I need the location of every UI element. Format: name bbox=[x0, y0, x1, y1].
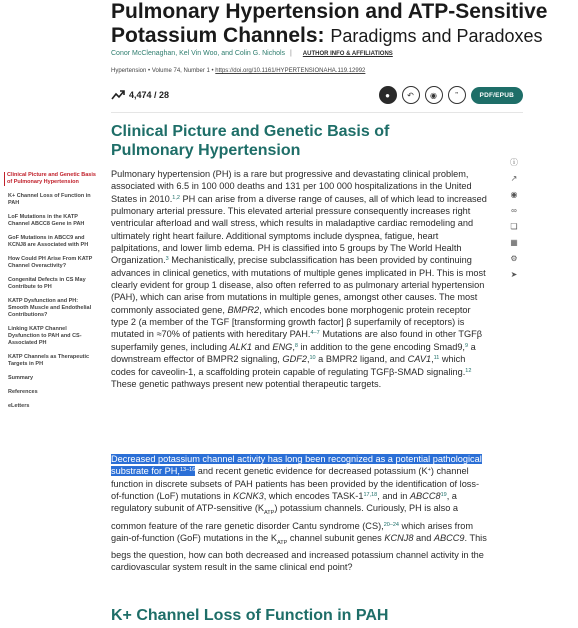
toc-item[interactable]: References bbox=[8, 389, 38, 395]
toc-item[interactable]: Clinical Picture and Genetic Basis of Pulmonary Hypertension bbox=[4, 172, 96, 186]
doi-link[interactable]: https://doi.org/10.1161/HYPERTENSIONAHA.119.12992 bbox=[215, 68, 366, 74]
toc-item[interactable]: KATP Dysfunction and PH: Smooth Muscle and Endothelial Contributions? bbox=[8, 298, 92, 318]
toc-item[interactable]: Linking KATP Channel Dysfunction to PAH and CS-Associated PH bbox=[8, 326, 82, 346]
author-info-link[interactable]: AUTHOR INFO & AFFILIATIONS bbox=[302, 51, 393, 57]
title-main: Pulmonary Hypertension and ATP-Sensitive Potassium Channels: bbox=[111, 0, 548, 47]
highlighted-text[interactable]: Decreased potassium channel activity has long been recognized as a potential pathological substrate for PH,$^{13-16}$ bbox=[111, 454, 482, 477]
author-line: Conor McClenaghan, Kel Vin Woo, and Colin G. Nichols | AUTHOR INFO & AFFILIATIONS bbox=[111, 50, 393, 57]
toc-item[interactable]: GoF Mutations in ABCC9 and KCNJ8 are Associated with PH bbox=[8, 235, 89, 248]
bookmark-icon[interactable]: ◉ bbox=[425, 86, 443, 104]
cite-icon[interactable]: ” bbox=[448, 86, 466, 104]
author-names[interactable]: Conor McClenaghan, Kel Vin Woo, and Colin G. Nichols bbox=[111, 50, 286, 57]
header-divider bbox=[111, 112, 523, 113]
metrics-count: 4,474 / 28 bbox=[129, 90, 170, 100]
article-actions bbox=[379, 86, 523, 104]
title-subtitle: Paradigms and Paradoxes bbox=[330, 26, 543, 46]
body-paragraph: Decreased potassium channel activity has long been recognized as a potential pathological substrate for PH,$^{13-16}$ and recent genetic evidence for decreased potassium (K+) channel function in discrete subsets of PAH patients has been provided by the identification of loss-of-function (LoF) mutations in KCNK3, which encodes TASK-1$^{17,18}$, and in $ABCC8^{19}$, a regulatory subunit of ATP-sensitive $(K_{ATP})$ potassium channels. Curiously, PH is also a common feature of the rare genetic disorder Cantu syndrome (CS),$^{20-24}$ which arises from gain-of-function (GoF) mutations in the $K_{ATP}$ channel subunit genes KCNJ8 and ABCC9. This begs the question, how can both decreased and increased potassium channel activity in the cardiovascular system result in the same clinical end point? bbox=[111, 454, 487, 573]
link-icon[interactable]: ∞ bbox=[511, 206, 517, 215]
article-metrics[interactable] bbox=[111, 90, 169, 100]
right-toolbar bbox=[508, 158, 520, 280]
copy-icon[interactable]: ❏ bbox=[510, 222, 518, 231]
share-icon[interactable]: ↶ bbox=[402, 86, 420, 104]
section-heading: Clinical Picture and Genetic Basis of Pulmonary Hypertension bbox=[111, 123, 390, 159]
toc-item[interactable]: How Could PH Arise From KATP Channel Overactivity? bbox=[8, 256, 93, 269]
info-icon[interactable]: ⓘ bbox=[510, 158, 518, 167]
toc-item[interactable]: K+ Channel Loss of Function in PAH bbox=[8, 193, 91, 206]
toc-item[interactable]: KATP Channels as Therapeutic Targets in PH bbox=[8, 354, 90, 367]
toc-item[interactable]: LoF Mutations in the KATP Channel ABCC8 Gene in PAH bbox=[8, 214, 85, 227]
trend-icon[interactable]: ↗ bbox=[510, 174, 518, 183]
volume-info: Volume 74, Number 1 bbox=[151, 68, 210, 74]
bell-icon[interactable]: ● bbox=[379, 86, 397, 104]
table-of-contents bbox=[8, 172, 96, 417]
toc-item[interactable]: Summary bbox=[8, 375, 34, 381]
trend-up-icon bbox=[111, 90, 125, 100]
pdf-epub-button[interactable]: PDF/EPUB bbox=[471, 87, 523, 104]
journal-name: Hypertension bbox=[111, 68, 147, 74]
eye-icon[interactable]: ◉ bbox=[510, 190, 518, 199]
citation-line: Hypertension • Volume 74, Number 1 • https://doi.org/10.1161/HYPERTENSIONAHA.119.12992 bbox=[111, 68, 366, 74]
toc-item[interactable]: Congenital Defects in CS May Contribute to PH bbox=[8, 277, 86, 290]
section-heading: K+ Channel Loss of Function in PAH bbox=[111, 607, 389, 624]
table-icon[interactable]: ▦ bbox=[510, 238, 518, 247]
share-icon[interactable]: ➤ bbox=[510, 270, 518, 279]
body-paragraph: Pulmonary hypertension (PH) is a rare but progressive and devastating clinical problem, associated with 6.5 in 100 000 deaths and 131 per 100 000 hospitalizations in the United States in 2010.$^{1,2}$ PH can arise from a diverse range of causes, all of which lead to increased pulmonary arterial pressure. This elevated arterial pressure consequently increases right ventricular afterload and wall stress, which results in maladaptive cardiac remodeling and ultimately right heart failure. Additional symptoms include dyspnea, fatigue, heart palpitations, and lower limb edema. PH is classified into 5 groups by The World Health Organization.$^3$ Mechanistically, precise subclassification has been provided by continuing advances in clinical genetics, with mutations of multiple genes implicated in PH. This is most clearly evident for group 1 disease, also often referred to as pulmonary arterial hypertension (PAH), which can arise from mutations in multiple genes, amongst other causes. The most commonly associated gene, BMPR2, which encodes bone morphogenic protein receptor type 2 (a member of the TGF [transforming growth factor] β superfamily of receptors) is mutated in ≈70% of patients with hereditary PAH.$^{4-7}$ Mutations are also found in other TGFβ superfamily genes, including ALK1 and ENG,$^8$ in addition to the gene encoding Smad9,$^9$ a downstream effector of BMPR2 signaling, GDF2,10 a BMPR2 ligand, and CAV1,11 which codes for caveolin-1, a scaffolding protein capable of regulating TGFβ-SMAD signaling.$^{12}$ These genetic pathways present new potential therapeutic targets. bbox=[111, 169, 487, 389]
article-title bbox=[111, 0, 571, 48]
toc-item[interactable]: eLetters bbox=[8, 403, 30, 409]
settings-icon[interactable]: ⚙ bbox=[510, 254, 518, 263]
